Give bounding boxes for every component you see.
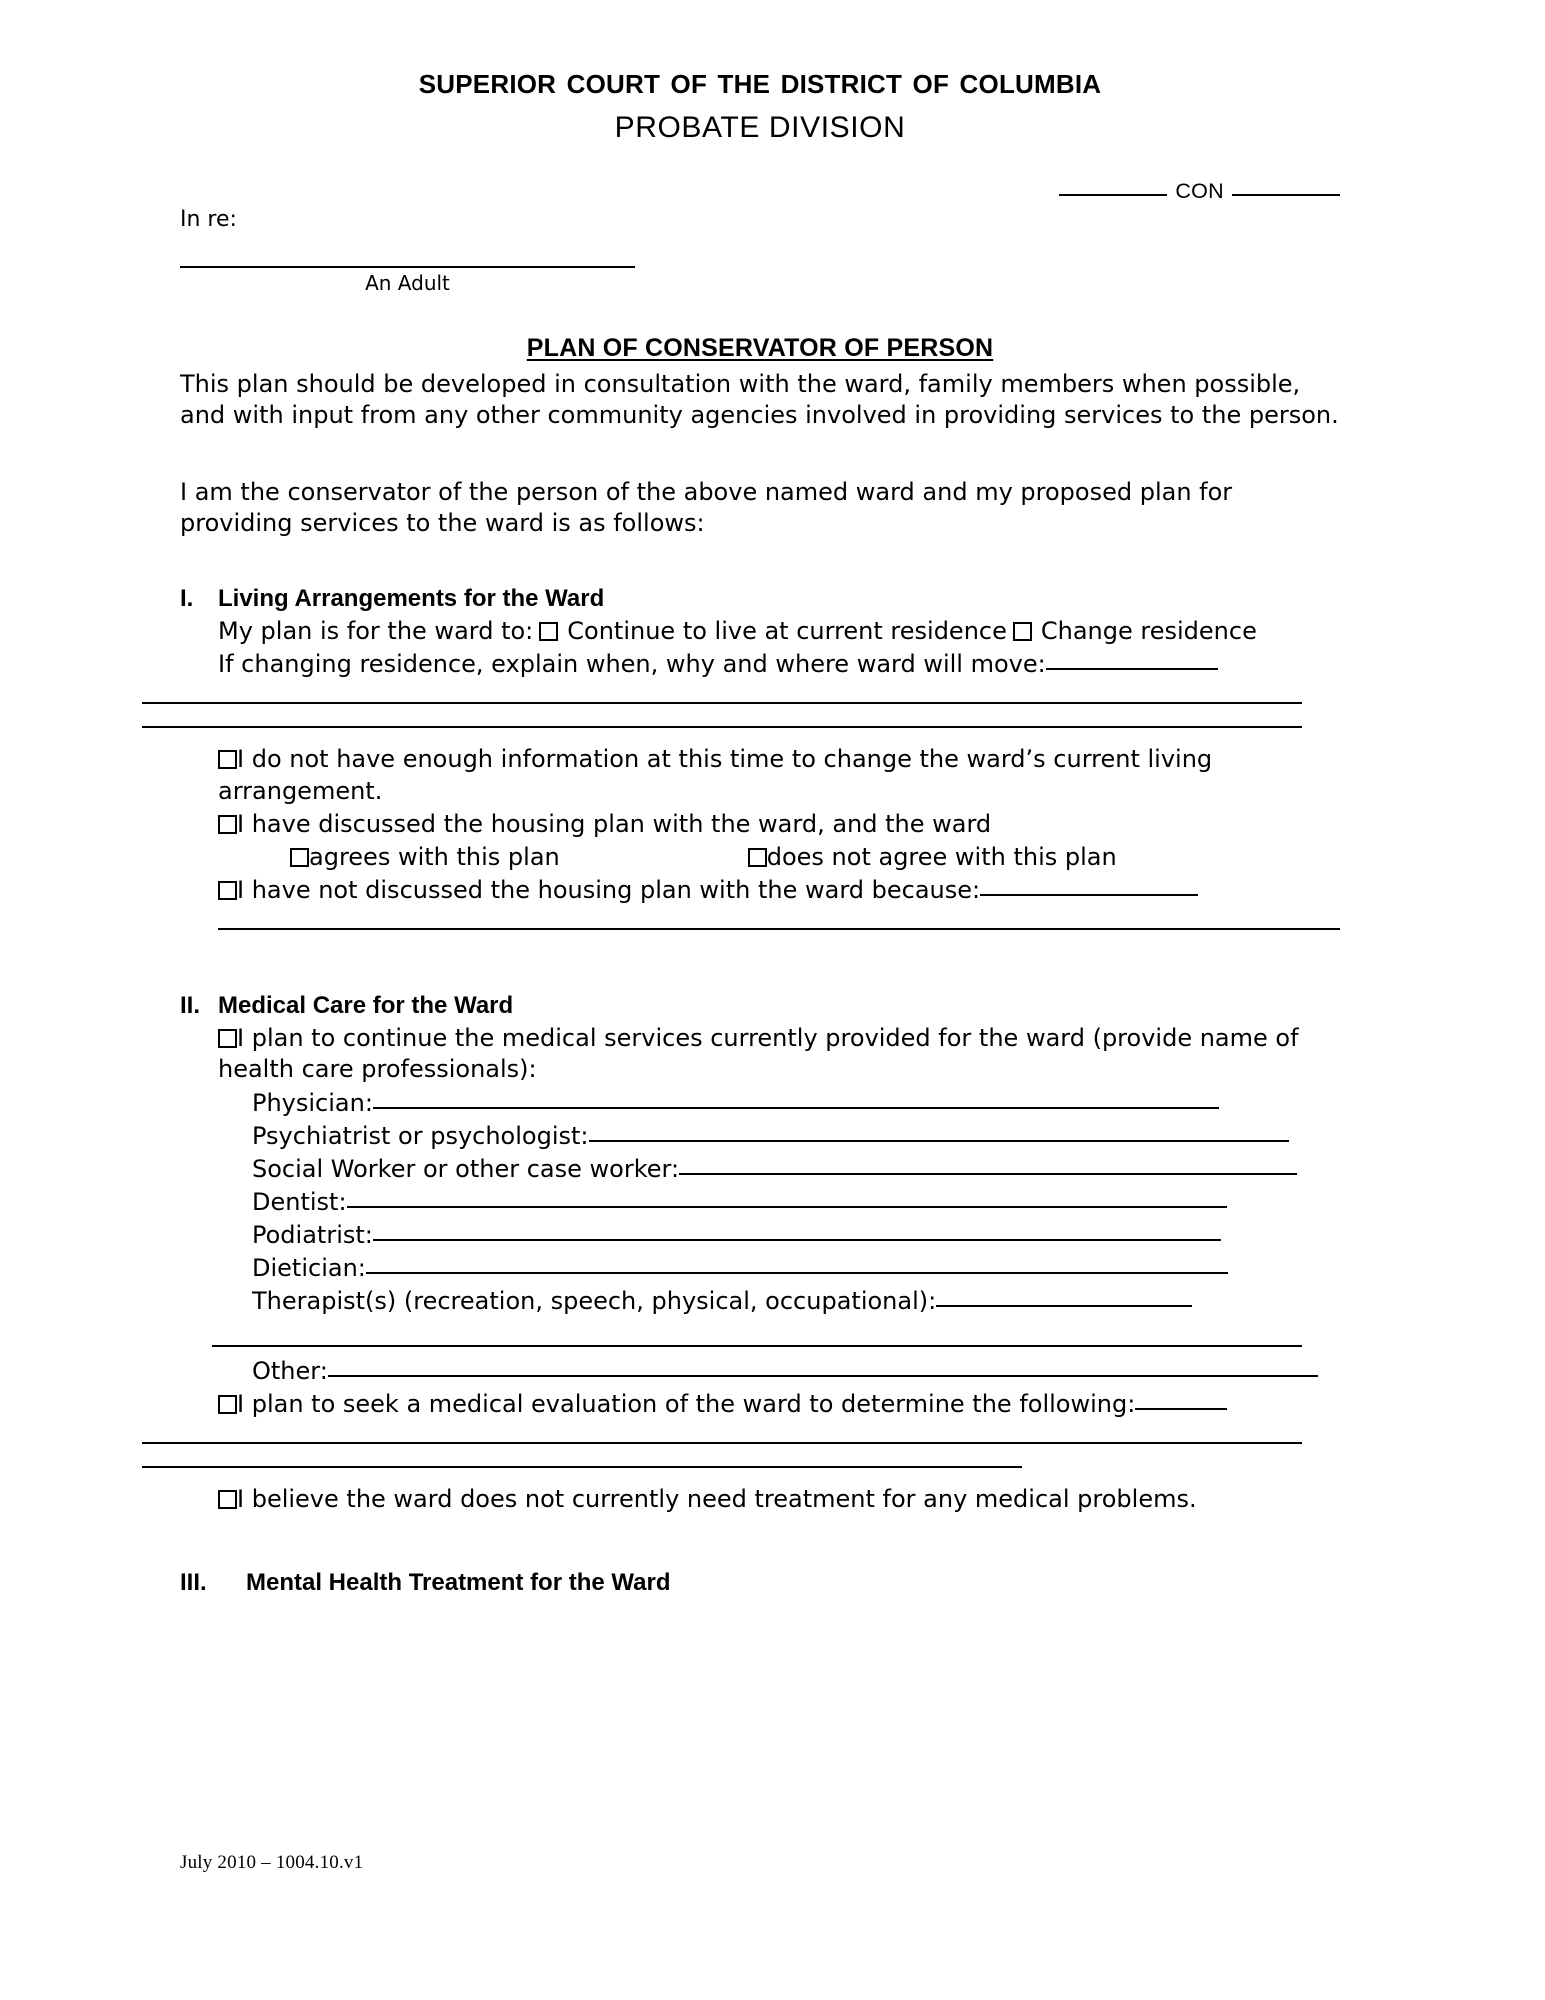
check-continue-services-row bbox=[218, 1023, 1340, 1085]
explain-move-input-2[interactable] bbox=[142, 701, 1302, 704]
checkbox-not-discussed[interactable] bbox=[218, 881, 237, 900]
not-discussed-input-2[interactable] bbox=[218, 927, 1340, 930]
provider-label-dietician: Dietician: bbox=[252, 1254, 366, 1283]
intro-paragraph: This plan should be developed in consultation with the ward, family members when possible, and with input from any other community agencies involved in providing services to the person. bbox=[180, 369, 1339, 429]
provider-label-physician: Physician: bbox=[252, 1088, 373, 1117]
in-re-label: In re: bbox=[180, 207, 237, 232]
checkbox-discussed-plan[interactable] bbox=[218, 815, 237, 834]
label-does-not-agree: does not agree with this plan bbox=[766, 842, 1117, 871]
seek-evaluation-input-3[interactable] bbox=[142, 1465, 1022, 1468]
provider-input-therapist-2[interactable] bbox=[212, 1344, 1302, 1347]
provider-row-social-worker bbox=[252, 1153, 1340, 1185]
provider-label-other: Other: bbox=[252, 1356, 328, 1385]
living-plan-options-row bbox=[218, 616, 1340, 647]
label-no-treatment: I believe the ward does not currently need treatment for any medical problems. bbox=[237, 1484, 1197, 1513]
checkbox-agrees[interactable] bbox=[290, 848, 309, 867]
checkbox-continue-services[interactable] bbox=[218, 1029, 237, 1048]
case-number-blank-right[interactable] bbox=[1232, 177, 1340, 196]
living-plan-prompt: My plan is for the ward to: bbox=[218, 617, 534, 646]
provider-label-dentist: Dentist: bbox=[252, 1188, 347, 1216]
document-content bbox=[180, 0, 1340, 1598]
check-not-enough-info-row bbox=[218, 744, 1340, 806]
explain-move-input-1[interactable] bbox=[1046, 651, 1218, 670]
footer-revision: July 2010 – 1004.10.v1 bbox=[180, 1852, 364, 1873]
label-not-discussed: I have not discussed the housing plan with the ward because: bbox=[237, 876, 981, 905]
label-seek-evaluation: I plan to seek a medical evaluation of the ward to determine the following: bbox=[237, 1389, 1136, 1418]
checkbox-does-not-agree[interactable] bbox=[748, 848, 767, 867]
provider-row-podiatrist bbox=[252, 1219, 1340, 1251]
agreement-options-row bbox=[290, 842, 1340, 873]
checkbox-not-enough-info[interactable] bbox=[218, 750, 237, 769]
provider-row-therapist bbox=[252, 1285, 1340, 1317]
provider-input-therapist-1[interactable] bbox=[936, 1288, 1192, 1307]
court-title: superior court of the district of columbia bbox=[418, 60, 1102, 101]
label-discussed-plan: I have discussed the housing plan with the ward, and the ward bbox=[237, 809, 992, 838]
label-not-enough-info: I do not have enough information at this time to change the ward’s current living arrangement. bbox=[218, 745, 1213, 805]
label-change-residence: Change residence bbox=[1040, 617, 1257, 646]
provider-row-psychiatrist bbox=[252, 1120, 1340, 1152]
checkbox-continue-residence[interactable] bbox=[539, 622, 558, 641]
section-number-2: II. bbox=[180, 992, 201, 1020]
checkbox-no-treatment[interactable] bbox=[218, 1490, 237, 1509]
provider-input-physician[interactable] bbox=[373, 1090, 1219, 1109]
provider-row-other bbox=[252, 1355, 1340, 1387]
seek-evaluation-input-2[interactable] bbox=[142, 1441, 1302, 1444]
check-seek-evaluation-row bbox=[218, 1389, 1340, 1420]
provider-input-dentist[interactable] bbox=[347, 1189, 1227, 1208]
provider-row-dietician bbox=[252, 1252, 1340, 1284]
case-number-field bbox=[1059, 177, 1340, 204]
label-continue-services: I plan to continue the medical services currently provided for the ward (provide name of health care professionals): bbox=[218, 1024, 1299, 1084]
ward-name-blank[interactable] bbox=[180, 265, 635, 268]
section-number-3: III. bbox=[180, 1569, 207, 1597]
check-discussed-row bbox=[218, 809, 1340, 840]
statement-paragraph: I am the conservator of the person of the above named ward and my proposed plan for providing services to the ward is as follows: bbox=[180, 477, 1233, 538]
provider-label-social-worker: Social Worker or other case worker: bbox=[252, 1154, 680, 1183]
provider-label-psychiatrist: Psychiatrist or psychologist: bbox=[252, 1121, 589, 1150]
section-title-1: Living Arrangements for the Ward bbox=[218, 585, 605, 613]
provider-input-social-worker[interactable] bbox=[679, 1156, 1297, 1175]
ward-name-caption: An Adult bbox=[365, 271, 450, 295]
explain-move-row bbox=[218, 649, 1340, 680]
provider-input-dietician[interactable] bbox=[366, 1255, 1228, 1274]
checkbox-seek-evaluation[interactable] bbox=[218, 1395, 237, 1414]
section-heading-2 bbox=[180, 992, 1340, 1021]
provider-row-physician bbox=[252, 1087, 1340, 1119]
division-subtitle: PROBATE DIVISION bbox=[614, 111, 906, 144]
checkbox-change-residence[interactable] bbox=[1013, 622, 1032, 641]
case-type-label: CON bbox=[1175, 179, 1224, 203]
page-title bbox=[180, 335, 1340, 363]
provider-input-psychiatrist[interactable] bbox=[589, 1123, 1289, 1142]
provider-row-dentist bbox=[252, 1186, 1340, 1218]
provider-label-podiatrist: Podiatrist: bbox=[252, 1221, 373, 1250]
provider-input-podiatrist[interactable] bbox=[373, 1222, 1221, 1241]
seek-evaluation-input-1[interactable] bbox=[1135, 1391, 1227, 1410]
section-title-3: Mental Health Treatment for the Ward bbox=[246, 1569, 671, 1597]
case-caption bbox=[180, 177, 1340, 307]
section-heading-3 bbox=[180, 1569, 1340, 1598]
label-continue-residence: Continue to live at current residence bbox=[567, 617, 1007, 646]
explain-move-prompt: If changing residence, explain when, why and where ward will move: bbox=[218, 650, 1046, 679]
ward-name-block bbox=[180, 265, 635, 294]
not-discussed-input-1[interactable] bbox=[980, 877, 1198, 896]
provider-label-therapist: Therapist(s) (recreation, speech, physical, occupational): bbox=[252, 1287, 937, 1316]
case-number-blank-left[interactable] bbox=[1059, 177, 1167, 196]
page-title-text: PLAN OF CONSERVATOR OF PERSON bbox=[526, 334, 994, 362]
section-heading-1 bbox=[180, 585, 1340, 614]
check-no-treatment-row bbox=[218, 1484, 1340, 1515]
provider-input-other[interactable] bbox=[328, 1358, 1318, 1377]
section-number-1: I. bbox=[180, 585, 194, 613]
section-title-2: Medical Care for the Ward bbox=[218, 992, 514, 1020]
check-not-discussed-row bbox=[218, 875, 1340, 906]
label-agrees: agrees with this plan bbox=[309, 842, 560, 871]
spacer bbox=[180, 728, 1340, 742]
